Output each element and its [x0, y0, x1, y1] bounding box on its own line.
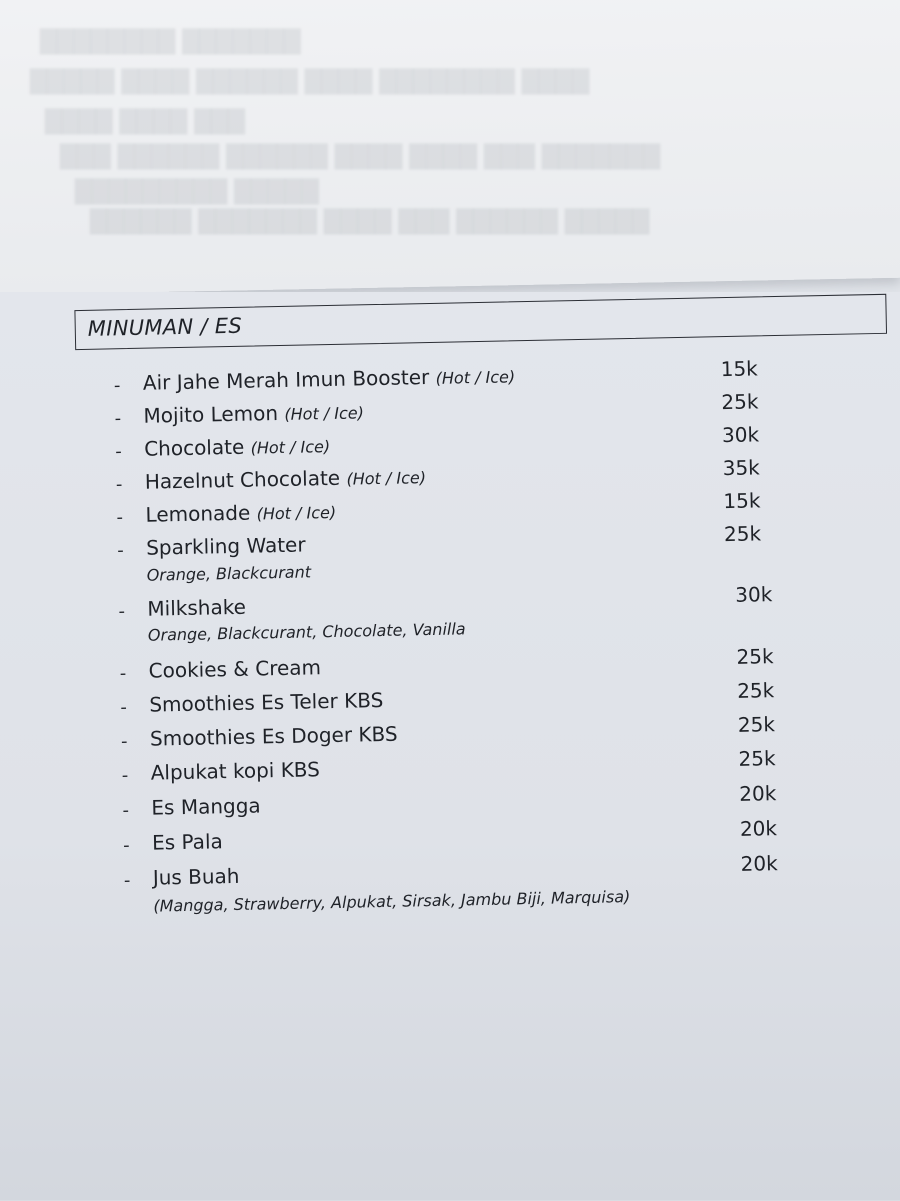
item-name: Milkshake [147, 594, 247, 621]
bullet-dash: - [120, 731, 128, 753]
item-price: 20k [739, 816, 778, 841]
item-name: Es Pala [151, 829, 223, 855]
bullet-dash: - [122, 835, 130, 857]
item-price: 30k [721, 422, 760, 448]
item-name: Hazelnut Chocolate (Hot / Ice) [144, 465, 427, 494]
item-price: 20k [739, 781, 777, 806]
section-title: MINUMAN / ES [87, 313, 243, 341]
item-price: 25k [736, 644, 774, 669]
item-variants: (Mangga, Strawberry, Alpukat, Sirsak, Jambu Biji, Marquisa) [153, 887, 631, 916]
bullet-dash: - [122, 800, 130, 822]
item-price: 25k [738, 746, 776, 771]
item-name: Mojito Lemon (Hot / Ice) [143, 401, 365, 428]
bullet-dash: - [117, 540, 124, 562]
item-name: Chocolate (Hot / Ice) [143, 434, 331, 461]
show-through-text: ████████ ███████ [40, 30, 301, 55]
item-name: Jus Buah [152, 863, 240, 890]
item-price: 25k [721, 389, 759, 415]
show-through-text: ██████ ███████ ████ ███ ██████ █████ [90, 210, 650, 235]
bullet-dash: - [123, 870, 131, 892]
item-price: 25k [737, 712, 776, 737]
item-name: Sparkling Water [145, 532, 306, 560]
item-name: Air Jahe Merah Imun Booster (Hot / Ice) [142, 364, 516, 395]
item-name: Lemonade (Hot / Ice) [145, 500, 337, 527]
item-price: 25k [736, 678, 775, 703]
item-variants: Orange, Blackcurant, Chocolate, Vanilla [147, 619, 466, 645]
item-name: Cookies & Cream [148, 655, 322, 683]
item-name: Alpukat kopi KBS [150, 757, 321, 785]
bullet-dash: - [120, 697, 128, 719]
item-price: 35k [722, 455, 760, 481]
bullet-dash: - [115, 474, 123, 496]
bullet-dash: - [116, 507, 124, 529]
show-through-text: ████ ████ ███ [45, 110, 246, 135]
item-price: 20k [740, 851, 778, 876]
section-header-box [74, 294, 887, 350]
item-price: 30k [735, 582, 773, 607]
bullet-dash: - [113, 375, 121, 397]
bullet-dash: - [114, 408, 122, 430]
item-price: 15k [723, 488, 761, 514]
bullet-dash: - [118, 601, 126, 623]
bullet-dash: - [119, 663, 127, 685]
item-variants: Orange, Blackcurant [146, 562, 312, 585]
item-name: Es Mangga [151, 793, 261, 820]
item-price: 25k [723, 521, 762, 547]
bullet-dash: - [121, 765, 129, 787]
item-price: 15k [720, 356, 758, 382]
bullet-dash: - [115, 441, 122, 463]
item-name: Smoothies Es Teler KBS [149, 687, 384, 717]
show-through-text: ███ ██████ ██████ ████ ████ ███ ███████ [60, 145, 661, 170]
show-through-text: █████████ █████ [75, 180, 319, 205]
item-name: Smoothies Es Doger KBS [149, 721, 398, 751]
show-through-text: █████ ████ ██████ ████ ████████ ████ [30, 70, 590, 95]
